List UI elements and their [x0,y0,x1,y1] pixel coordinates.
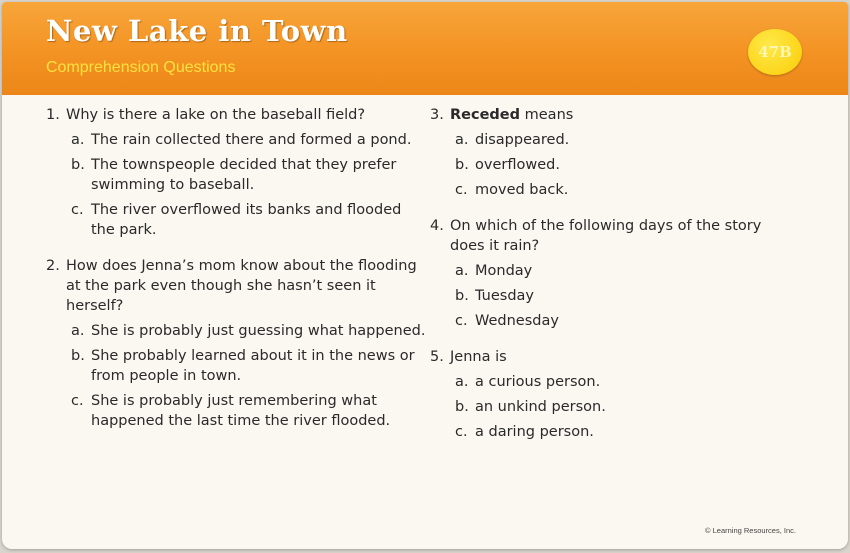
question-1 [46,105,426,240]
answer-options [455,372,770,442]
left-question-column [46,105,426,447]
card-title: New Lake in Town [46,14,348,48]
question-2 [46,256,426,431]
question-number: 4. [430,218,444,234]
question-text: On which of the following days of the story does it rain? [450,218,762,254]
card-number-badge: 47B [748,29,802,75]
answer-option [71,391,426,431]
option-label: c. [455,424,468,440]
answer-option [455,130,770,150]
vocabulary-word: Receded [450,107,521,123]
question-text [450,105,770,125]
option-label: a. [71,323,85,339]
answer-option [71,130,426,150]
answer-option [455,311,770,331]
question-text: Why is there a lake on the baseball field? [66,107,366,123]
answer-option [455,397,770,417]
question-number: 5. [430,349,444,365]
answer-options [71,321,426,431]
option-text: The townspeople decided that they prefer swimming to baseball. [91,157,397,193]
option-label: a. [455,132,469,148]
option-label: b. [71,348,85,364]
option-label: a. [455,374,469,390]
option-label: b. [455,288,469,304]
answer-option [455,422,770,442]
option-text: Monday [475,263,533,279]
answer-options [71,130,426,240]
option-text: She probably learned about it in the news or from people in town. [91,348,415,384]
question-5 [430,347,770,442]
option-text: She is probably just remembering what happened the last time the river flooded. [91,393,391,429]
copyright-notice: © Learning Resources, Inc. [705,526,796,535]
answer-options [455,130,770,200]
answer-option [455,261,770,281]
question-number: 3. [430,107,444,123]
option-text: The river overflowed its banks and flooded the park. [91,202,402,238]
answer-option [455,180,770,200]
option-label: c. [455,182,468,198]
answer-option [455,155,770,175]
question-card [2,2,848,549]
card-header [2,2,848,95]
option-text: Tuesday [475,288,534,304]
option-text: disappeared. [475,132,570,148]
option-text: a daring person. [475,424,594,440]
right-question-column [430,105,770,458]
question-4 [430,216,770,331]
question-text-rest: means [520,107,574,123]
option-label: c. [71,202,84,218]
card-subtitle: Comprehension Questions [46,59,236,76]
answer-option [71,346,426,386]
option-label: b. [455,399,469,415]
answer-option [71,321,426,341]
question-number: 1. [46,107,60,123]
option-text: a curious person. [475,374,601,390]
answer-option [71,200,426,240]
answer-options [455,261,770,331]
question-number: 2. [46,258,60,274]
option-label: a. [455,263,469,279]
question-text: Jenna is [450,349,507,365]
answer-option [455,286,770,306]
option-label: c. [71,393,84,409]
option-text: moved back. [475,182,569,198]
answer-option [455,372,770,392]
question-text: How does Jenna’s mom know about the flooding at the park even though she hasn’t seen it herself? [66,258,417,314]
option-label: a. [71,132,85,148]
option-text: overflowed. [475,157,560,173]
question-3 [430,105,770,200]
option-label: c. [455,313,468,329]
option-text: an unkind person. [475,399,606,415]
option-label: b. [71,157,85,173]
option-text: She is probably just guessing what happened. [91,323,426,339]
option-text: Wednesday [475,313,559,329]
option-text: The rain collected there and formed a pond. [91,132,412,148]
answer-option [71,155,426,195]
option-label: b. [455,157,469,173]
